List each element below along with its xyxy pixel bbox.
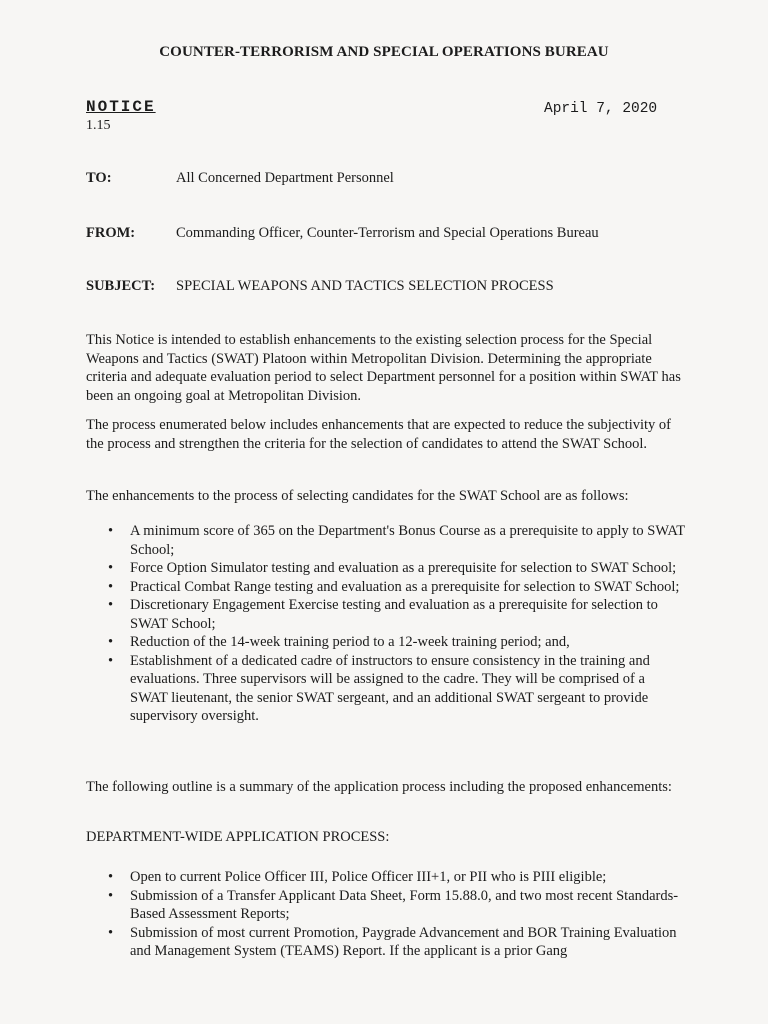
outline-paragraph: The following outline is a summary of the application process including the proposed enhancements: — [86, 779, 672, 795]
process-paragraph: The process enumerated below includes enhancements that are expected to reduce the subjectivity of the process and strengthen the criteria for the selection of candidates to attend the SWAT School. — [86, 417, 671, 452]
to-label: TO: — [86, 170, 112, 186]
notice-number: 1.15 — [86, 118, 111, 133]
application-steps-list — [86, 868, 686, 961]
list-item: • Discretionary Engagement Exercise testing and evaluation as a prerequisite for selection to SWAT School; — [108, 597, 658, 632]
enhancements-lead-paragraph: The enhancements to the process of selecting candidates for the SWAT School are as follows: — [86, 488, 629, 504]
list-item: • Submission of a Transfer Applicant Data Sheet, Form 15.88.0, and two most recent Standards-Based Assessment Reports; — [108, 887, 679, 922]
bullet-icon: • — [108, 523, 114, 539]
list-item: • Establishment of a dedicated cadre of instructors to ensure consistency in the training and evaluations. Three supervisors will be assigned to the cadre. They will be comprised of a SWAT lieutenant, the senior SWAT sergeant, and an additional SWAT sergeant to provide supervisory oversight. — [108, 652, 650, 724]
intro-paragraph: This Notice is intended to establish enhancements to the existing selection process for the Special Weapons and Tactics (SWAT) Platoon within Metropolitan Division. Determining the appropriate criteria and adequate evaluation period to select Department personnel for a position within SWAT has been an ongoing goal at Metropolitan Division. — [86, 332, 681, 404]
list-item: • Force Option Simulator testing and evaluation as a prerequisite for selection to SWAT School; — [108, 560, 677, 576]
to-value: All Concerned Department Personnel — [176, 170, 394, 186]
bullet-icon: • — [108, 560, 114, 576]
list-item: • Submission of most current Promotion, Paygrade Advancement and BOR Training Evaluation and Management System (TEAMS) Report. If the applicant is a prior Gang — [108, 924, 677, 959]
notice-date: April 7, 2020 — [544, 101, 658, 117]
from-label: FROM: — [86, 225, 136, 241]
bullet-icon: • — [108, 924, 114, 941]
enhancements-list — [86, 522, 686, 726]
section-heading: DEPARTMENT-WIDE APPLICATION PROCESS: — [86, 829, 390, 845]
list-item: • A minimum score of 365 on the Department's Bonus Course as a prerequisite to apply to SWAT School; — [108, 523, 685, 558]
list-item: • Reduction of the 14-week training period to a 12-week training period; and, — [108, 634, 570, 650]
bullet-icon: • — [108, 578, 114, 595]
bullet-icon: • — [108, 869, 114, 885]
from-value: Commanding Officer, Counter-Terrorism and Special Operations Bureau — [176, 225, 599, 241]
bureau-heading: COUNTER-TERRORISM AND SPECIAL OPERATIONS BUREAU — [159, 44, 609, 60]
subject-label: SUBJECT: — [86, 278, 156, 294]
bullet-icon: • — [108, 652, 114, 669]
bullet-icon: • — [108, 887, 114, 904]
bullet-icon: • — [108, 597, 114, 613]
bullet-icon: • — [108, 634, 114, 650]
subject-value: SPECIAL WEAPONS AND TACTICS SELECTION PROCESS — [176, 278, 554, 294]
notice-title: NOTICE — [86, 98, 156, 116]
list-item: • Open to current Police Officer III, Police Officer III+1, or PII who is PIII eligible; — [108, 869, 607, 885]
list-item: • Practical Combat Range testing and evaluation as a prerequisite for selection to SWAT School; — [108, 578, 680, 595]
